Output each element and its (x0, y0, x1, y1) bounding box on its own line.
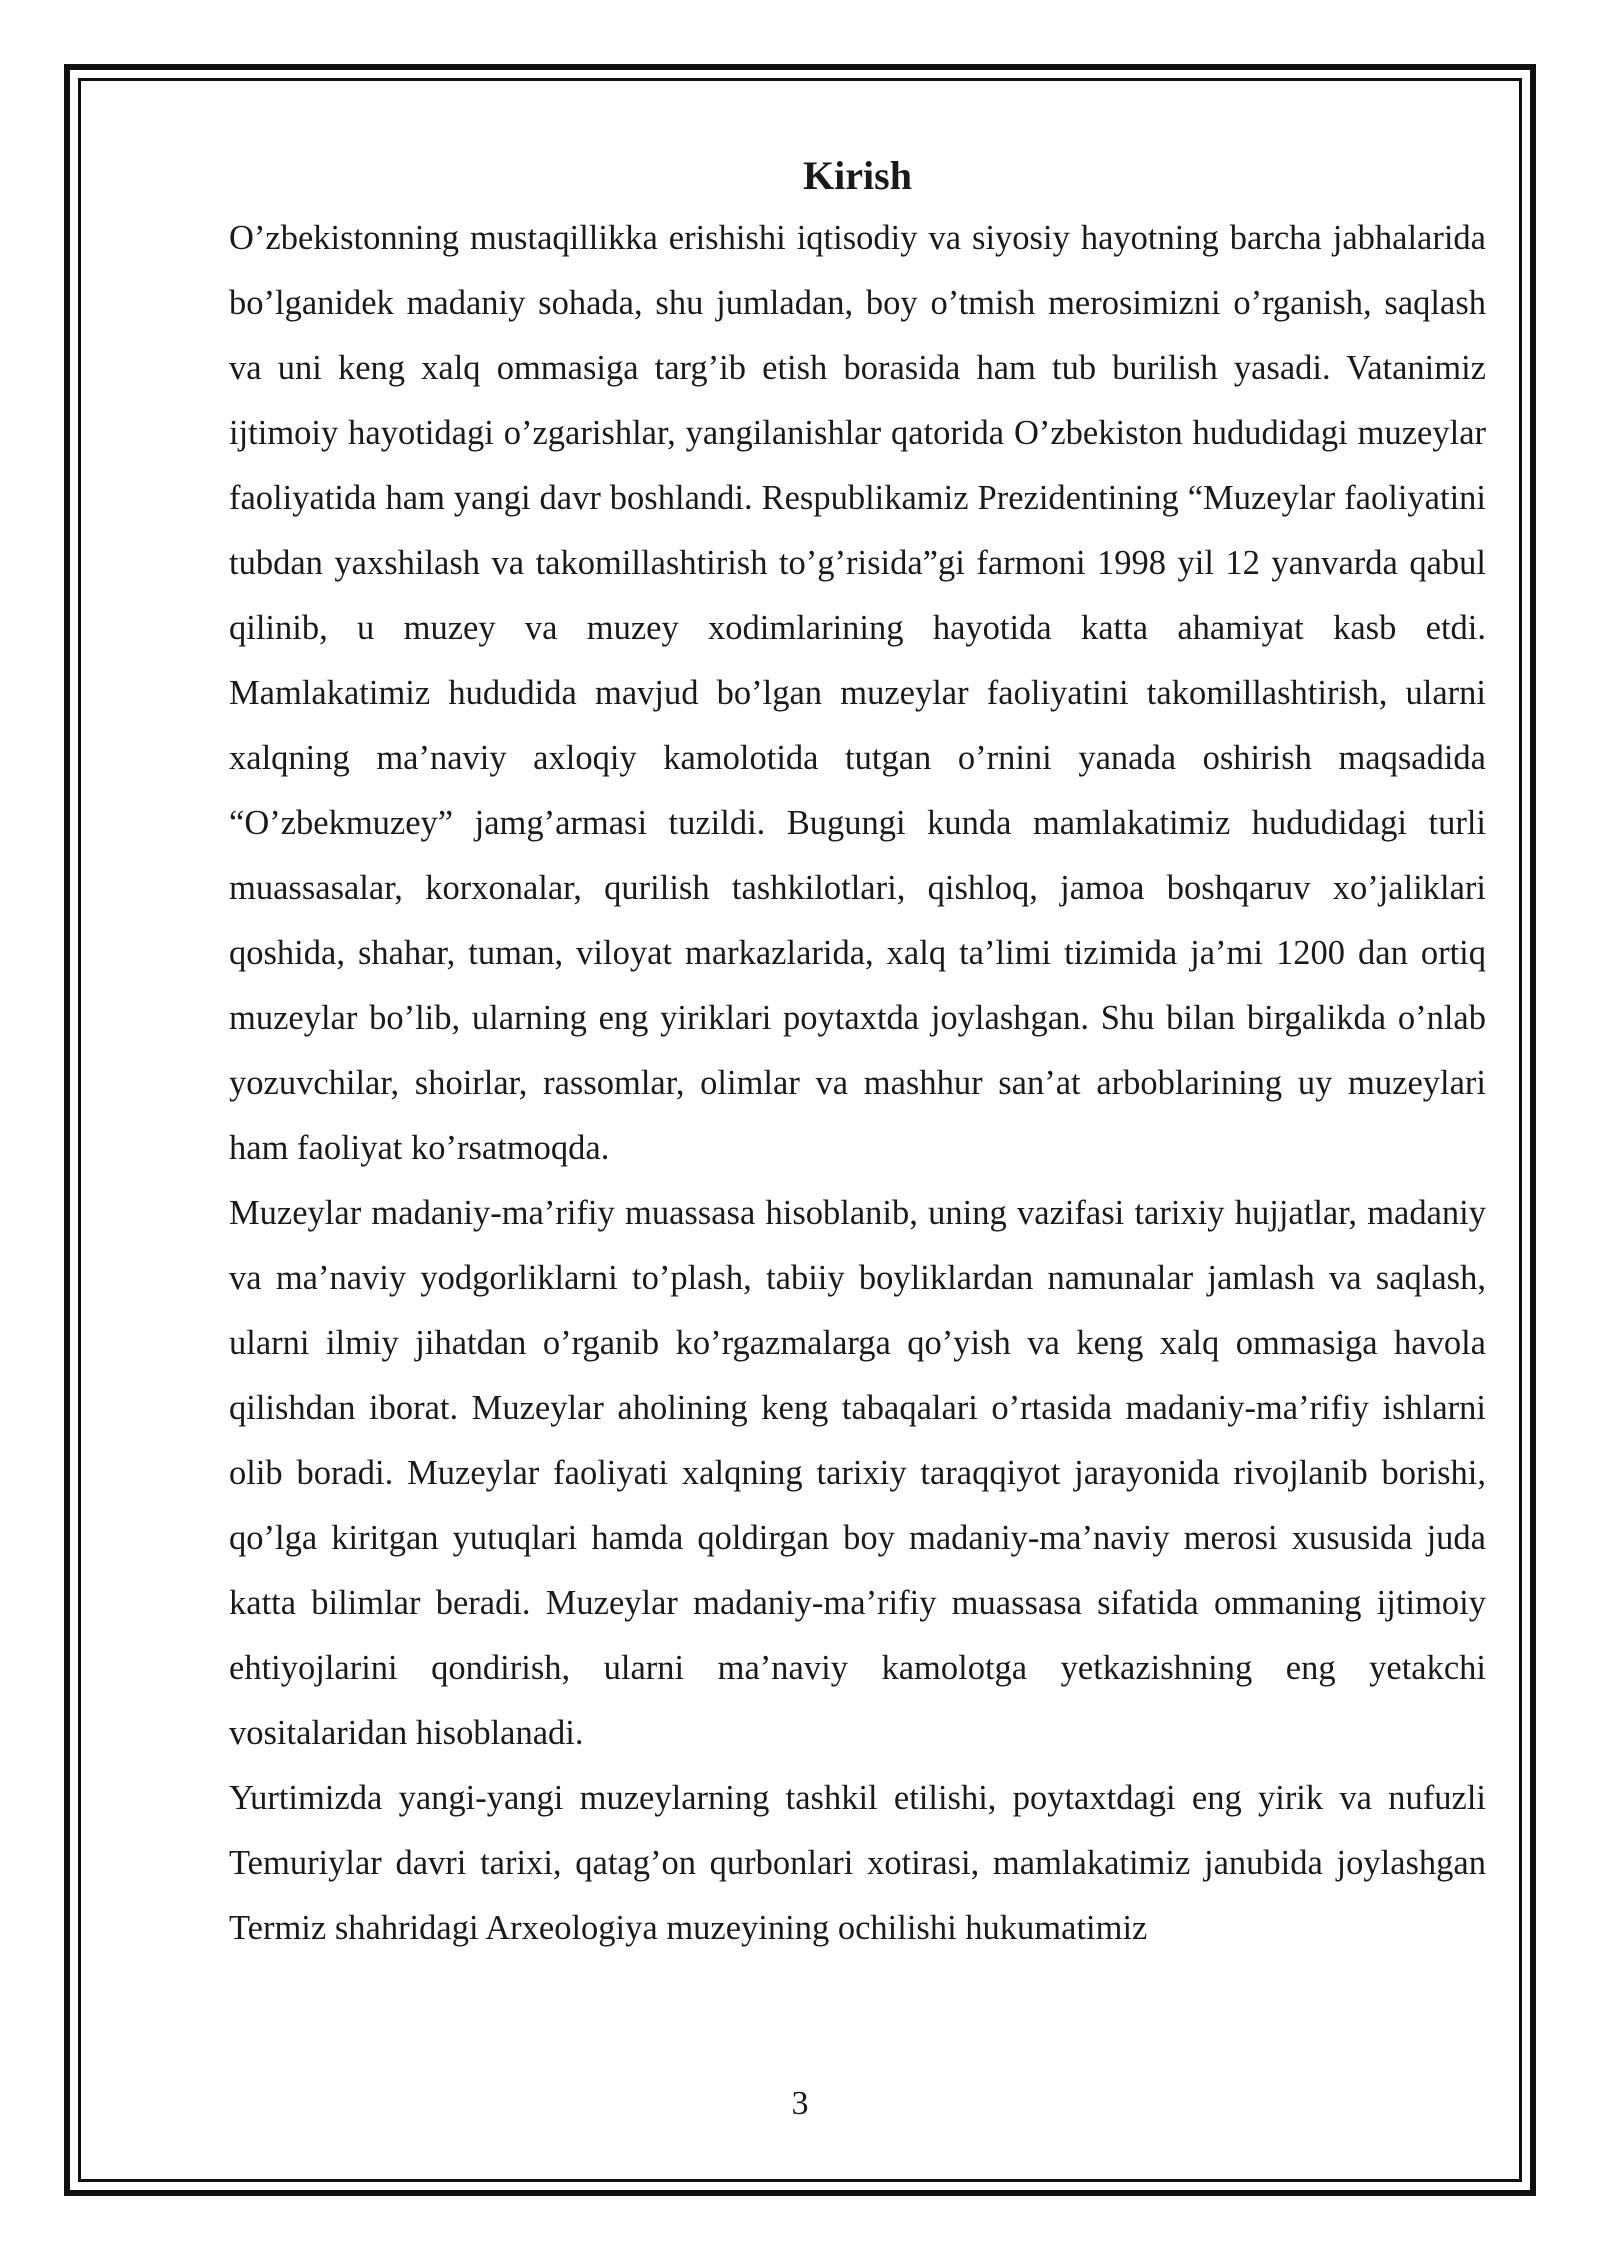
document-body (229, 148, 1486, 1961)
paragraph-2: Muzeylar madaniy-ma’rifiy muassasa hisoblanib, uning vazifasi tarixiy hujjatlar, madaniy va ma’naviy yodgorliklarni to’plash, tabiiy boyliklardan namunalar jamlash va saqlash, ularni ilmiy jihatdan o’rganib ko’rgazmalarga qo’yish va keng xalq ommasiga havola qilishdan iborat. Muzeylar aholining keng tabaqalari o’rtasida madaniy-ma’rifiy ishlarni olib boradi. Muzeylar faoliyati xalqning tarixiy taraqqiyot jarayonida rivojlanib borishi, qo’lga kiritgan yutuqlari hamda qoldirgan boy madaniy-ma’naviy merosi xususida juda katta bilimlar beradi. Muzeylar madaniy-ma’rifiy muassasa sifatida ommaning ijtimoiy ehtiyojlarini qondirish, ularni ma’naviy kamolotga yetkazishning eng yetakchi vositalaridan hisoblanadi. (229, 1194, 1486, 1752)
page-number: 3 (791, 2085, 809, 2122)
document-title: Kirish (803, 153, 912, 198)
paragraph-1: O’zbekistonning mustaqillikka erishishi iqtisodiy va siyosiy hayotning barcha jabhalarida bo’lganidek madaniy sohada, shu jumladan, boy o’tmish merosimizni o’rganish, saqlash va uni keng xalq ommasiga targ’ib etish borasida ham tub burilish yasadi. Vatanimiz ijtimoiy hayotidagi o’zgarishlar, yangilanishlar qatorida O’zbekiston hududidagi muzeylar faoliyatida ham yangi davr boshlandi. Respublikamiz Prezidentining “Muzeylar faoliyatini tubdan yaxshilash va takomillashtirish to’g’risida”gi farmoni 1998 yil 12 yanvarda qabul qilinib, u muzey va muzey xodimlarining hayotida katta ahamiyat kasb etdi. Mamlakatimiz hududida mavjud bo’lgan muzeylar faoliyatini takomillashtirish, ularni xalqning ma’naviy axloqiy kamolotida tutgan o’rnini yanada oshirish maqsadida “O’zbekmuzey” jamg’armasi tuzildi. Bugungi kunda mamlakatimiz hududidagi turli muassasalar, korxonalar, qurilish tashkilotlari, qishloq, jamoa boshqaruv xo’jaliklari qoshida, shahar, tuman, viloyat markazlarida, xalq ta’limi tizimida ja’mi 1200 dan ortiq muzeylar bo’lib, ularning eng yiriklari poytaxtda joylashgan. Shu bilan birgalikda o’nlab yozuvchilar, shoirlar, rassomlar, olimlar va mashhur san’at arboblarining uy muzeylari ham faoliyat ko’rsatmoqda. (229, 219, 1486, 1167)
paragraph-3: Yurtimizda yangi-yangi muzeylarning tashkil etilishi, poytaxtdagi eng yirik va nufuzli Temuriylar davri tarixi, qatag’on qurbonlari xotirasi, mamlakatimiz janubida joylashgan Termiz shahridagi Arxeologiya muzeyining ochilishi hukumatimiz (229, 1779, 1486, 1947)
